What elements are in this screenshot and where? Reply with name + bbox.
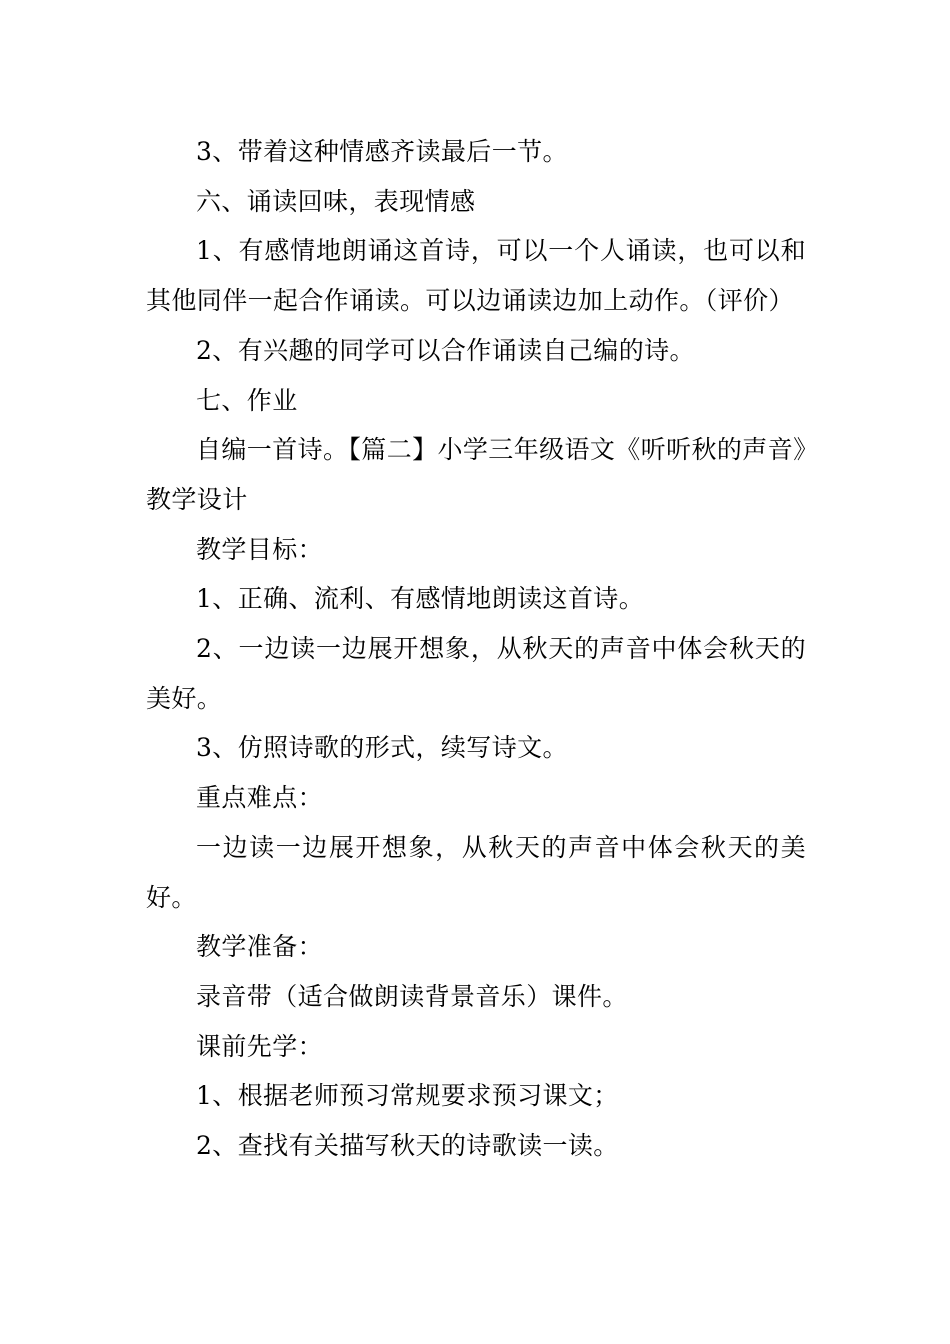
section-heading-7: 七、作业 xyxy=(196,385,298,415)
heading-pre-study: 课前先学： xyxy=(196,1031,324,1061)
section-heading-6: 六、诵读回味，表现情感 xyxy=(196,186,476,216)
paragraph-1: 3、带着这种情感齐读最后一节。 xyxy=(196,137,568,166)
pre-study-1: 1、根据老师预习常规要求预习课文； xyxy=(196,1081,619,1111)
heading-key-points: 重点难点： xyxy=(196,783,324,813)
paragraph-4: 自编一首诗。【篇二】小学三年级语文《听听秋的声音》教学设计 xyxy=(146,435,807,514)
pre-study-2: 2、查找有关描写秋天的诗歌读一读。 xyxy=(196,1131,619,1161)
document-body xyxy=(146,127,806,1171)
heading-preparation: 教学准备： xyxy=(196,932,324,962)
key-points-text: 一边读一边展开想象，从秋天的声音中体会秋天的美好。 xyxy=(146,832,806,912)
paragraph-3: 2、有兴趣的同学可以合作诵读自己编的诗。 xyxy=(196,335,695,365)
paragraph-2: 1、有感情地朗诵这首诗，可以一个人诵读，也可以和其他同伴一起合作诵读。可以边诵读边加上动作。（评价） xyxy=(146,236,806,316)
preparation-text: 录音带（适合做朗读背景音乐）课件。 xyxy=(196,981,628,1011)
goal-2: 2、一边读一边展开想象，从秋天的声音中体会秋天的美好。 xyxy=(146,634,806,713)
goal-3: 3、仿照诗歌的形式，续写诗文。 xyxy=(196,733,568,763)
heading-teaching-goals: 教学目标： xyxy=(196,534,324,564)
goal-1: 1、正确、流利、有感情地朗读这首诗。 xyxy=(196,584,645,614)
